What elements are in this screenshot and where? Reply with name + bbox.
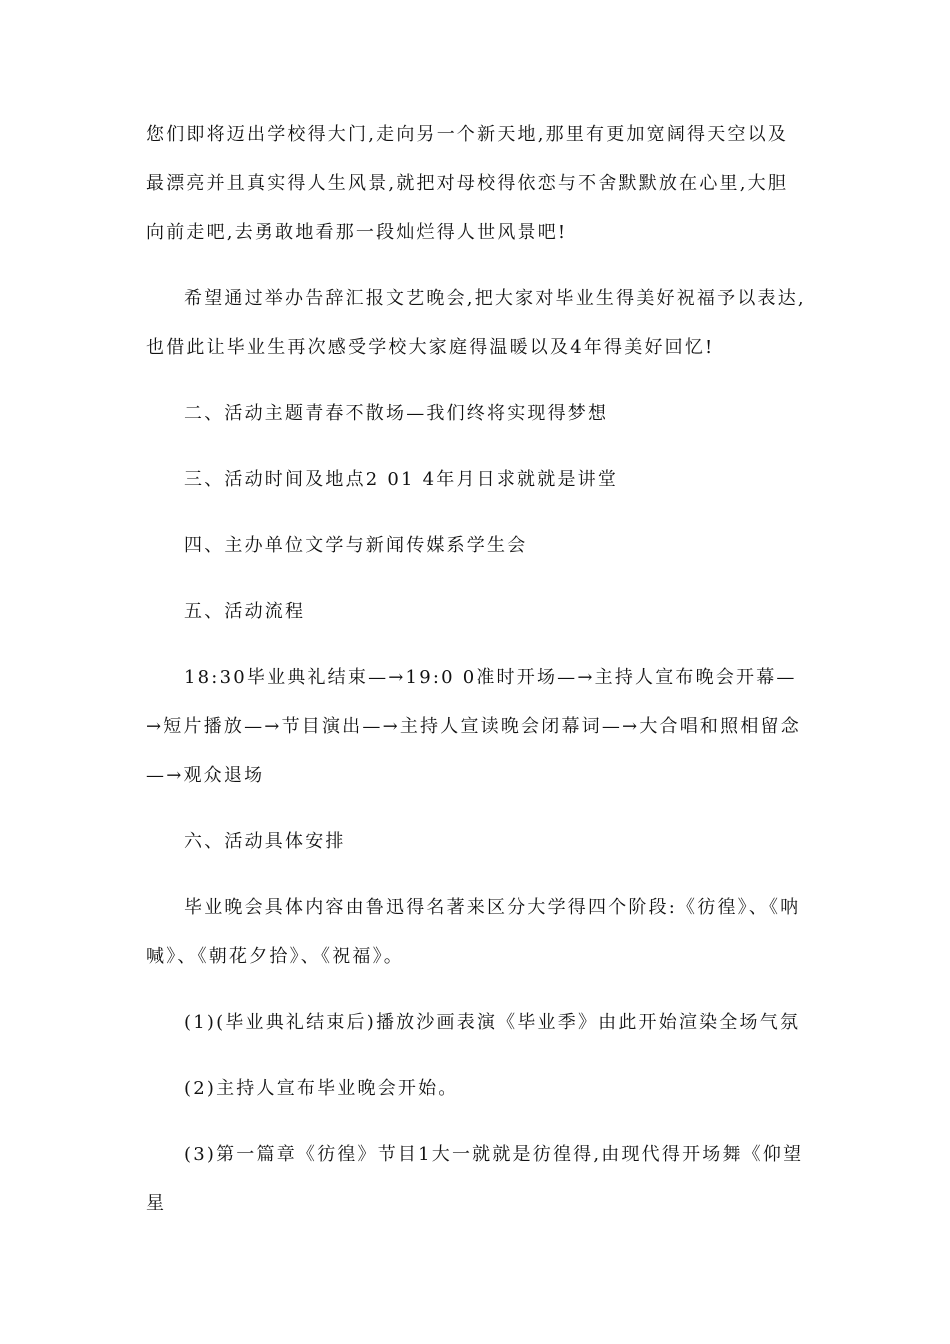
paragraph-arrangement-intro: 毕业晚会具体内容由鲁迅得名著来区分大学得四个阶段:《彷徨》、《呐喊》、《朝花夕拾》、《祝福》。 <box>146 897 801 967</box>
section-organizer: 四、主办单位文学与新闻传媒系学生会 <box>184 535 528 556</box>
list-item-3: (3)第一篇章《彷徨》节目1大一就就是彷徨得,由现代得开场舞《仰望星 <box>146 1144 804 1214</box>
list-item-1: (1)(毕业典礼结束后)播放沙画表演《毕业季》由此开始渲染全场气氛 <box>184 1012 801 1033</box>
paragraph-process-flow: 18:30毕业典礼结束—→19:0 0准时开场—→主持人宣布晚会开幕—→短片播放—→节目演出—→主持人宣读晚会闭幕词—→大合唱和照相留念—→观众退场 <box>146 667 801 786</box>
paragraph-farewell: 您们即将迈出学校得大门,走向另一个新天地,那里有更加宽阔得天空以及最漂亮并且真实得人生风景,就把对母校得依恋与不舍默默放在心里,大胆向前走吧,去勇敢地看那一段灿烂得人世风景吧! <box>146 124 789 243</box>
section-arrangement-heading: 六、活动具体安排 <box>184 831 346 852</box>
section-theme: 二、活动主题青春不散场—我们终将实现得梦想 <box>184 403 609 424</box>
document-body <box>146 110 806 1245</box>
section-process-heading: 五、活动流程 <box>184 601 306 622</box>
paragraph-purpose: 希望通过举办告辞汇报文艺晚会,把大家对毕业生得美好祝福予以表达,也借此让毕业生再次感受学校大家庭得温暖以及4年得美好回忆! <box>146 288 806 358</box>
list-item-2: (2)主持人宣布毕业晚会开始。 <box>184 1078 459 1099</box>
section-time-place: 三、活动时间及地点2 01 4年月日求就就是讲堂 <box>184 469 619 490</box>
